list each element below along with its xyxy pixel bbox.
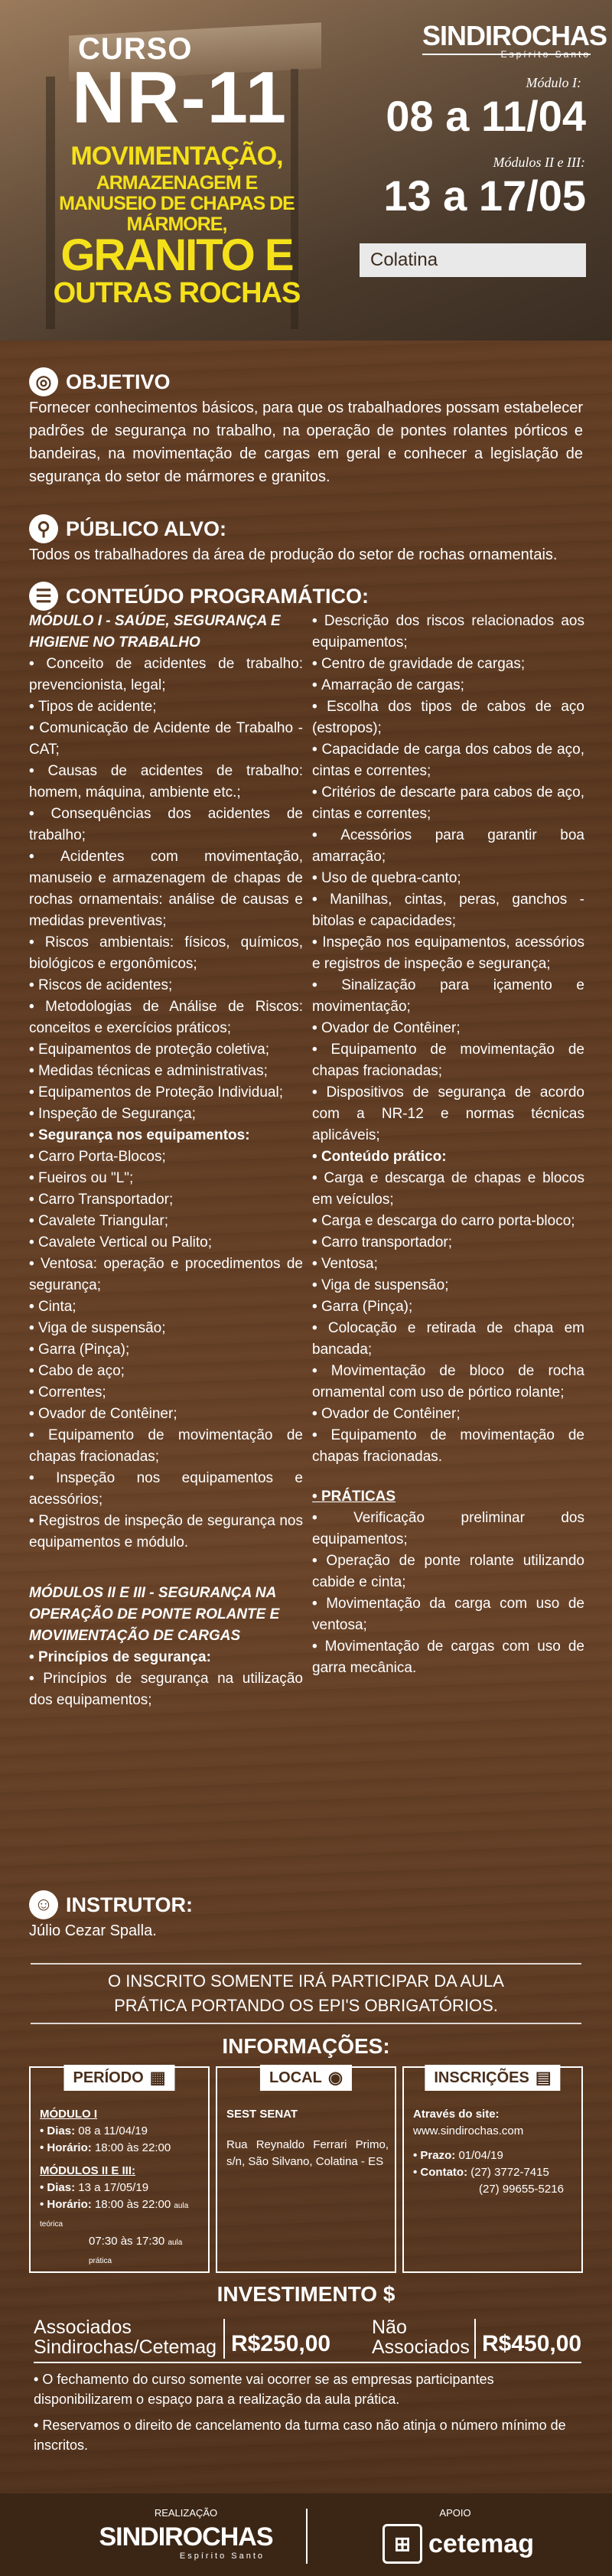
list-item: • Cavalete Vertical ou Palito; bbox=[29, 1232, 303, 1254]
epi-notice-line1: O INSCRITO SOMENTE IRÁ PARTICIPAR DA AULA bbox=[108, 1971, 504, 1991]
list-item: • Ventosa: operação e procedimentos de segurança; bbox=[29, 1254, 303, 1296]
search-person-icon: ⚲ bbox=[29, 514, 58, 543]
registration-title: INSCRIÇÕES bbox=[434, 2069, 529, 2086]
module1-label: Módulo I: bbox=[526, 75, 581, 90]
list-item: • Carro Transportador; bbox=[29, 1189, 303, 1211]
list-item: • Viga de suspensão; bbox=[29, 1318, 303, 1339]
info-title: INFORMAÇÕES: bbox=[222, 2034, 390, 2058]
non-members-label-line2: Associados bbox=[372, 2336, 470, 2358]
list-item: • Garra (Pinça); bbox=[29, 1339, 303, 1361]
note-item: • Reservamos o direito de cancelamento da turma caso não atinja o número mínimo de inscritos. bbox=[34, 2415, 581, 2455]
list-item: • Comunicação de Acidente de Trabalho - CAT; bbox=[29, 718, 303, 761]
practical-content-list bbox=[312, 1168, 584, 1468]
course-title-line1: MOVIMENTAÇÃO, bbox=[70, 142, 283, 171]
target-icon: ◎ bbox=[29, 367, 58, 396]
list-item: • Inspeção nos equipamentos, acessórios e registros de inspeção e segurança; bbox=[312, 932, 584, 975]
list-item: • Cinta; bbox=[29, 1296, 303, 1318]
non-members-label-line1: Não bbox=[372, 2317, 407, 2338]
course-title-line3: GRANITO E bbox=[60, 230, 293, 280]
period-mod23-hours-label: Horário: bbox=[47, 2198, 92, 2211]
registration-deadline-label: Prazo: bbox=[420, 2149, 456, 2162]
course-label: CURSO bbox=[78, 32, 193, 66]
period-mod23-hours1: 18:00 às 22:00 bbox=[94, 2198, 171, 2211]
module23-heading: MÓDULOS II E III - SEGURANÇA NA OPERAÇÃO DE PONTE ROLANTE E MOVIMENTAÇÃO DE CARGAS bbox=[29, 1585, 280, 1644]
module1-heading: MÓDULO I - SAÚDE, SEGURANÇA E HIGIENE NO TRABALHO bbox=[29, 613, 281, 651]
content-title: CONTEÚDO PROGRAMÁTICO: bbox=[66, 584, 369, 608]
registration-deadline: 01/04/19 bbox=[458, 2149, 503, 2162]
module23-label: Módulos II e III: bbox=[493, 155, 585, 170]
apoio-label: APOIO bbox=[439, 2507, 471, 2519]
audience-text: Todos os trabalhadores da área de produção do setor de rochas ornamentais. bbox=[29, 546, 558, 563]
list-item: • Garra (Pinça); bbox=[312, 1296, 584, 1318]
period-body bbox=[40, 2106, 202, 2270]
divider bbox=[31, 1963, 581, 1965]
course-title-line4: OUTRAS ROCHAS bbox=[53, 277, 301, 309]
list-item: • Carga e descarga do carro porta-bloco; bbox=[312, 1211, 584, 1232]
divider bbox=[31, 2023, 581, 2024]
course-code: NR-11 bbox=[72, 57, 288, 139]
period-mod1-days: 08 a 11/04/19 bbox=[78, 2124, 148, 2137]
price-underline bbox=[34, 2362, 581, 2363]
cetemag-mark-icon: ⊞ bbox=[382, 2524, 422, 2564]
members-price: R$250,00 bbox=[231, 2331, 331, 2356]
period-title: PERÍODO bbox=[73, 2069, 144, 2086]
practices-heading: • PRÁTICAS bbox=[312, 1486, 584, 1508]
list-item: • Capacidade de carga dos cabos de aço, cintas e correntes; bbox=[312, 739, 584, 782]
dollar-icon: $ bbox=[382, 2282, 396, 2306]
list-item: • Conceito de acidentes de trabalho: prevencionista, legal; bbox=[29, 654, 303, 696]
module23-date: 13 a 17/05 bbox=[383, 171, 586, 220]
list-item: • Medidas técnicas e administrativas; bbox=[29, 1061, 303, 1082]
period-mod23-hours2: 07:30 às 17:30 bbox=[89, 2235, 165, 2248]
registration-body bbox=[413, 2106, 575, 2198]
members-label-line2: Sindirochas/Cetemag bbox=[34, 2336, 217, 2358]
logo-name: SINDIROCHAS bbox=[422, 20, 607, 51]
list-item: • Inspeção nos equipamentos e acessórios; bbox=[29, 1468, 303, 1511]
period-mod1-hours-label: Horário: bbox=[47, 2141, 92, 2154]
practical-content-heading: • Conteúdo prático: bbox=[312, 1146, 584, 1168]
list-item: • Equipamentos de Proteção Individual; bbox=[29, 1082, 303, 1104]
list-item: • Dispositivos de segurança de acordo com a NR-12 e normas técnicas aplicáveis; bbox=[312, 1082, 584, 1146]
period-mod1-hours: 18:00 às 22:00 bbox=[94, 2141, 171, 2154]
practices-list bbox=[312, 1508, 584, 1679]
form-icon: ▤ bbox=[535, 2068, 552, 2087]
investment-title-text: INVESTIMENTO bbox=[216, 2282, 378, 2306]
list-item: • Riscos de acidentes; bbox=[29, 975, 303, 996]
epi-notice bbox=[76, 1969, 536, 2018]
list-item: • Metodologias de Análise de Riscos: conceitos e exercícios práticos; bbox=[29, 996, 303, 1039]
calendar-icon: ▦ bbox=[149, 2068, 166, 2087]
list-item: • Sinalização para içamento e movimentação; bbox=[312, 975, 584, 1018]
location-address: Rua Reynaldo Ferrari Primo, s/n, São Silvano, Colatina - ES bbox=[226, 2138, 389, 2168]
city-badge: Colatina bbox=[360, 243, 586, 277]
registration-phone2: (27) 99655-5216 bbox=[479, 2183, 564, 2196]
location-name: SEST SENAT bbox=[226, 2108, 298, 2121]
list-item: • Uso de quebra-canto; bbox=[312, 868, 584, 889]
list-item: • Cabo de aço; bbox=[29, 1361, 303, 1382]
note-item: • O fechamento do curso somente vai ocorrer se as empresas participantes disponibilizarem o espaço para a realização da aula prática. bbox=[34, 2369, 581, 2409]
registration-site-link[interactable]: www.sindirochas.com bbox=[413, 2124, 524, 2137]
non-members-price: R$450,00 bbox=[482, 2331, 582, 2356]
footer-sindirochas-sub: Espírito Santo bbox=[179, 2552, 265, 2561]
list-item: • Equipamento de movimentação de chapas fracionadas; bbox=[29, 1425, 303, 1468]
location-title: LOCAL bbox=[269, 2069, 322, 2086]
list-item: • Ovador de Contêiner; bbox=[29, 1404, 303, 1425]
period-mod1: MÓDULO I bbox=[40, 2108, 97, 2121]
list-item: • Correntes; bbox=[29, 1382, 303, 1404]
list-item: • Acidentes com movimentação, manuseio e armazenagem de chapas de rochas ornamentais: análise de causas e medidas preventivas; bbox=[29, 846, 303, 932]
investment-title bbox=[0, 2282, 612, 2307]
members-label-line1: Associados bbox=[34, 2317, 132, 2338]
list-item: • Escolha dos tipos de cabos de aço (estropos); bbox=[312, 696, 584, 739]
list-item: • Causas de acidentes de trabalho: homem, máquina, ambiente etc.; bbox=[29, 761, 303, 804]
list-item: • Consequências dos acidentes de trabalho; bbox=[29, 804, 303, 846]
equipment-list bbox=[29, 1146, 303, 1554]
module1-list bbox=[29, 654, 303, 1125]
period-mod23-days-label: Dias: bbox=[47, 2181, 76, 2194]
investment-notes bbox=[34, 2369, 581, 2461]
content-heading bbox=[29, 582, 369, 611]
registration-contact-label: Contato: bbox=[420, 2166, 468, 2179]
list-item: • Princípios de segurança na utilização dos equipamentos; bbox=[29, 1668, 303, 1711]
list-item: • Descrição dos riscos relacionados aos equipamentos; bbox=[312, 611, 584, 654]
period-mod23: MÓDULOS II E III: bbox=[40, 2164, 136, 2177]
location-body bbox=[226, 2106, 389, 2170]
list-item: • Carro transportador; bbox=[312, 1232, 584, 1254]
list-item: • Cavalete Triangular; bbox=[29, 1211, 303, 1232]
period-mod23-days: 13 a 17/05/19 bbox=[78, 2181, 149, 2194]
registration-site-label: Através do site: bbox=[413, 2108, 500, 2121]
list-item: • Equipamento de movimentação de chapas fracionadas. bbox=[312, 1425, 584, 1468]
list-item: • Manilhas, cintas, peras, ganchos - bitolas e capacidades; bbox=[312, 889, 584, 932]
registration-box-title bbox=[425, 2065, 560, 2091]
price-divider bbox=[474, 2319, 476, 2359]
map-pin-icon: ◉ bbox=[327, 2068, 343, 2087]
instructor-name: Júlio Cezar Spalla. bbox=[29, 1922, 157, 1939]
list-item: • Registros de inspeção de segurança nos equipamentos e módulo. bbox=[29, 1511, 303, 1554]
list-item: • Movimentação de cargas com uso de garra mecânica. bbox=[312, 1636, 584, 1679]
list-item: • Riscos ambientais: físicos, químicos, biológicos e ergonômicos; bbox=[29, 932, 303, 975]
list-item: • Equipamento de movimentação de chapas fracionadas; bbox=[312, 1039, 584, 1082]
registration-box bbox=[402, 2066, 583, 2273]
list-item: • Movimentação de bloco de rocha ornamental com uso de pórtico rolante; bbox=[312, 1361, 584, 1404]
price-divider bbox=[223, 2319, 225, 2359]
members-label bbox=[34, 2317, 216, 2357]
list-item: • Carga e descarga de chapas e blocos em veículos; bbox=[312, 1168, 584, 1211]
realizacao-label: REALIZAÇÃO bbox=[154, 2507, 218, 2519]
audience-title: PÚBLICO ALVO: bbox=[66, 517, 226, 540]
registration-phone1: (27) 3772-7415 bbox=[470, 2166, 549, 2179]
list-item: • Amarração de cargas; bbox=[312, 675, 584, 696]
footer-cetemag-logo bbox=[382, 2524, 534, 2564]
objective-title: OBJETIVO bbox=[66, 370, 171, 393]
content-left-column bbox=[29, 611, 303, 1711]
period-mod1-days-label: Dias: bbox=[47, 2124, 76, 2137]
person-icon: ☺ bbox=[29, 1890, 58, 1919]
location-box bbox=[216, 2066, 396, 2273]
list-item: • Inspeção de Segurança; bbox=[29, 1104, 303, 1125]
period-box-title bbox=[63, 2065, 174, 2091]
list-item: • Carro Porta-Blocos; bbox=[29, 1146, 303, 1168]
list-item: • Ovador de Contêiner; bbox=[312, 1018, 584, 1039]
location-box-title bbox=[260, 2065, 352, 2091]
document-list-icon: ☰ bbox=[29, 582, 58, 611]
list-item: • Acessórios para garantir boa amarração; bbox=[312, 825, 584, 868]
principles-heading: • Princípios de segurança: bbox=[29, 1647, 303, 1668]
list-item: • Tipos de acidente; bbox=[29, 696, 303, 718]
footer-sindirochas-logo: SINDIROCHAS bbox=[99, 2522, 273, 2552]
objective-heading bbox=[29, 367, 171, 396]
instructor-heading bbox=[29, 1890, 193, 1919]
course-title-line2: ARMAZENAGEM E MANUSEIO DE CHAPAS DE MÁRMORE, bbox=[59, 172, 295, 235]
audience-heading bbox=[29, 514, 226, 543]
module1-date: 08 a 11/04 bbox=[386, 92, 586, 140]
list-item: • Ventosa; bbox=[312, 1254, 584, 1275]
footer bbox=[0, 2493, 612, 2576]
list-item: • Equipamentos de proteção coletiva; bbox=[29, 1039, 303, 1061]
principles-list bbox=[29, 1668, 303, 1711]
sindirochas-logo bbox=[422, 20, 607, 60]
list-item: • Movimentação da carga com uso de ventosa; bbox=[312, 1593, 584, 1636]
logo-underline bbox=[422, 54, 591, 55]
module23-list bbox=[312, 611, 584, 1146]
list-item: • Ovador de Contêiner; bbox=[312, 1404, 584, 1425]
list-item: • Verificação preliminar dos equipamentos; bbox=[312, 1508, 584, 1550]
period-note-practice: aula prática bbox=[89, 2239, 183, 2265]
equipment-safety-heading: • Segurança nos equipamentos: bbox=[29, 1125, 303, 1146]
cetemag-name: cetemag bbox=[428, 2529, 534, 2558]
instructor-title: INSTRUTOR: bbox=[66, 1893, 193, 1916]
period-note-theory: aula teórica bbox=[40, 2202, 189, 2229]
epi-notice-line2: PRÁTICA PORTANDO OS EPI'S OBRIGATÓRIOS. bbox=[114, 1996, 498, 2015]
period-box bbox=[29, 2066, 210, 2273]
list-item: • Critérios de descarte para cabos de aço, cintas e correntes; bbox=[312, 782, 584, 825]
list-item: • Colocação e retirada de chapa em bancada; bbox=[312, 1318, 584, 1361]
non-members-label bbox=[372, 2317, 470, 2357]
list-item: • Operação de ponte rolante utilizando cabide e cinta; bbox=[312, 1550, 584, 1593]
content-right-column bbox=[312, 611, 584, 1679]
objective-text: Fornecer conhecimentos básicos, para que os trabalhadores possam estabelecer padrões de segurança no trabalho, na operação de pontes rolantes pórticos e bandeiras, na movimentação de cargas em geral e conhecer a legislação de segurança do setor de mármores e granitos. bbox=[29, 399, 583, 485]
list-item: • Viga de suspensão; bbox=[312, 1275, 584, 1296]
header-banner bbox=[0, 0, 612, 341]
footer-divider bbox=[306, 2509, 308, 2564]
list-item: • Centro de gravidade de cargas; bbox=[312, 654, 584, 675]
list-item: • Fueiros ou "L"; bbox=[29, 1168, 303, 1189]
